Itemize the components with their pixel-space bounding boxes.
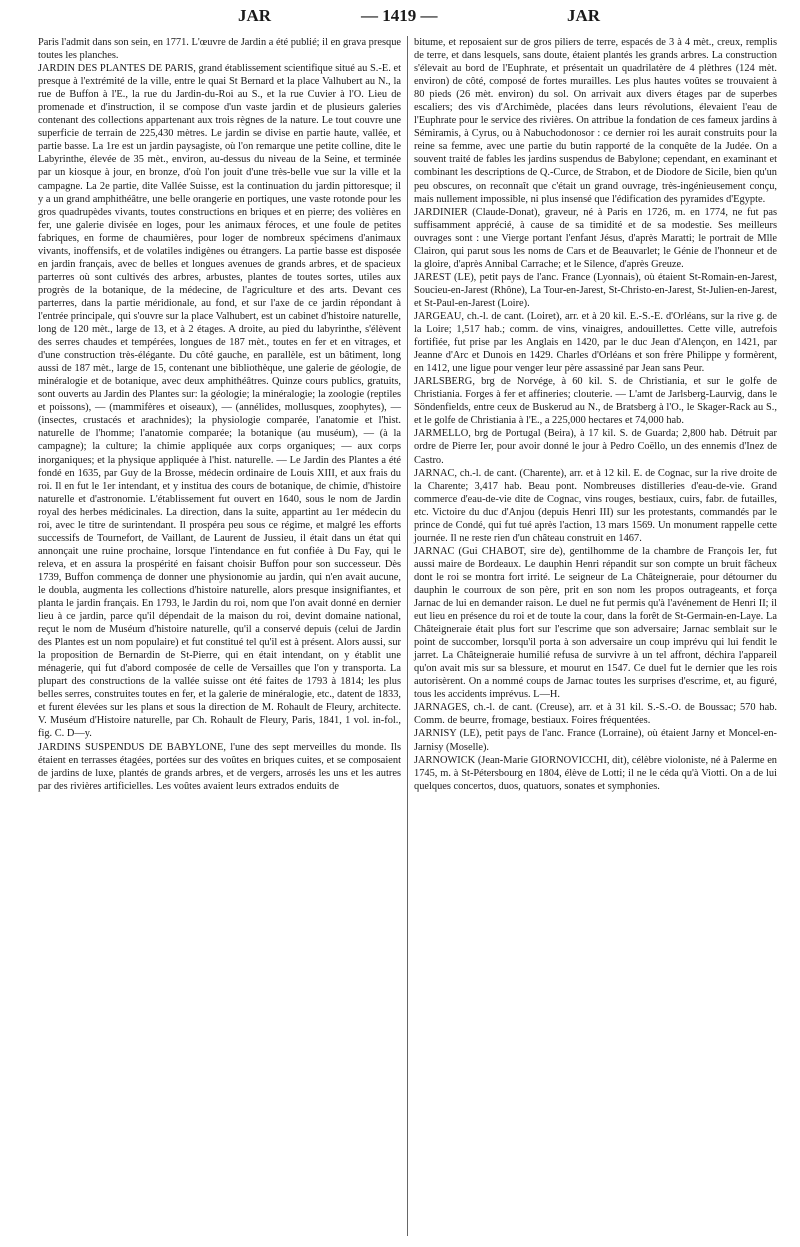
left-column (38, 36, 401, 793)
entry-jardinier: JARDINIER (Claude-Donat), graveur, né à Paris en 1726, m. en 1774, ne fut pas suffisamment apprécié, à cause de sa timidité et de sa modestie. Ses meilleurs ouvrages sont : une Vierge portant l'enfant Jésus, d'après Maratti; le portrait de Mlle Clairon, qui parut sous les noms de Cars et de Beauvarlet; le Génie de l'honneur et de la gloire, d'après Annibal Carrache; et le Silence, d'après Greuze. (414, 206, 777, 270)
entry-jarnac-town: JARNAC, ch.-l. de cant. (Charente), arr. et à 12 kil. E. de Cognac, sur la rive droite de la Charente; 3,417 hab. Beau pont. Nombreuses distilleries d'eau-de-vie. Grand commerce d'eau-de-vie dite de Cognac, vins rouges, bestiaux, cuirs, fabr. de futailles, etc. Victoire du duc d'Anjou (depuis Henri III) sur les protestants, commandés par le prince de Condé, qui fut tué après l'action, 13 mars 1569. Un monument rappelle cette journée. Il ne reste rien d'un château construit en 1467. (414, 467, 777, 544)
entry-jarmello: JARMELLO, brg de Portugal (Beira), à 17 kil. S. de Guarda; 2,800 hab. Détruit par ordre de Pierre Ier, pour avoir donné le jour à Pedro Coëllo, un des ennemis d'Inez de Castro. (414, 428, 777, 466)
page-number: — 1419 — (361, 6, 438, 25)
column-divider (407, 36, 408, 1236)
entry-jarnowick: JARNOWICK (Jean-Marie GIORNOVICCHI, dit), célèbre violoniste, né à Palerme en 1745, m. à St-Pétersbourg en 1804, élève de Lotti; il ne le céda qu'à Viotti. On a de lui quelques concertos, duos, quatuors, sonates et symphonies. (414, 754, 777, 792)
entry-jargeau: JARGEAU, ch.-l. de cant. (Loiret), arr. et à 20 kil. E.-S.-E. d'Orléans, sur la rive g. de la Loire; 1,517 hab.; comm. de vins, vinaigres, andouillettes. Cette ville, autrefois fortifiée, fut prise par les Anglais en 1420, par le duc Jean d'Alençon, en 1421, par Jeanne d'Arc et Dunois en 1429. Charles d'Orléans et son frère Philippe y formèrent, en 1412, une ligue pour venger leur père assassiné par Jean sans Peur. (414, 310, 777, 375)
entry-jarest: JAREST (LE), petit pays de l'anc. France (Lyonnais), où étaient St-Romain-en-Jarest, Soucieu-en-Jarest (Rhône), La Tour-en-Jarest, St-Christo-en-Jarest, St-Julien-en-Jarest, et St-Paul-en-Jarest (Loire). (414, 271, 777, 309)
paragraph: Paris l'admit dans son sein, en 1771. L'œuvre de Jardin a été publié; il en grava presque toutes les planches. (38, 37, 401, 62)
paragraph: bitume, et reposaient sur de gros piliers de terre, espacés de 3 à 4 mèt., creux, remplis de terre, et dans lesquels, sans doute, étaient plantés les grands arbres. La construction s'élevait au bord de l'Euphrate, et présentait un quadrilatère de 4 plèthres (124 mèt. environ) de côté, composé de fortes murailles. Les plus hautes voûtes se trouvaient à 80 pieds (26 mèt. environ) du sol. On arrivait aux divers étages par de superbes escaliers; des vis d'Archimède, placées dans leurs révolutions, élevaient l'eau de l'Euphrate pour le service des rivières. On attribue la fondation de ces fameux jardins à Sémiramis, à Cyrus, ou à Nabuchodonosor : ce dernier roi les aurait construits pour la reine sa femme, avec une partie du butin rapporté de la conquête de la Judée. On a souvent traité de fables les jardins suspendus de Babylone; cependant, en examinant et combinant les descriptions de Q.-Curce, de Strabon, et de Diodore de Sicile, bien qu'un peu obscures, on reconnaît que c'était un grand ouvrage, très-ingénieusement conçu, mais nullement impossible, ni plus insensé que l'édification des pyramides d'Egypte. (414, 37, 777, 205)
header-right-word: JAR (567, 6, 601, 25)
entry-jarnac-gui-chabot: JARNAC (Gui CHABOT, sire de), gentilhomme de la chambre de François Ier, fut aussi maire de Bordeaux. Le dauphin Henri répandit sur son compte un bruit fâcheux dont le roi se montra fort irrité. Le seigneur de La Châteigneraie, pour détourner du dauphin le courroux de son père, prit en son nom les propos outrageants, et força Jarnac de lui en demander raison. Le duel ne fut permis qu'à l'avénement de Henri II; il eut lieu en présence du roi et de toute la cour, dans la forêt de St-Germain-en-Laye. La Châteigneraie était plus fort sur l'escrime que son adversaire; Jarnac semblait sur le point de succomber, lorsqu'il porta à son adversaire un coup imprévu qui lui fendit le jarret. La Châteigneraie humilié refusa de survivre à un tel affront, déchira l'appareil qu'on avait mis sur sa blessure, et mourut en 1547. Ce duel fut le dernier que les rois autorisèrent. On a nommé coups de Jarnac toutes les surprises d'escrime, et, au figuré, tous les accidents imprévus. L—H. (414, 545, 777, 701)
page-header (38, 6, 764, 32)
entry-jardins-suspendus: JARDINS SUSPENDUS DE BABYLONE, l'une des sept merveilles du monde. Ils étaient en terrasses étagées, portées sur des voûtes en briques cuites, et se composaient de jardins de luxe, plantés de grands arbres, et de vergers, arrosés les uns et les autres par des rivières artificielles. Les voûtes avaient leurs extrados enduits de (38, 741, 401, 792)
entry-jardin-des-plantes: JARDIN DES PLANTES DE PARIS, grand établissement scientifique situé au S.-E. et presque à l'extrémité de la ville, entre le quai St Bernard et la place Valhubert au N., la rue de Buffon à l'E., la rue du Jardin-du-Roi au S., et la rue Cuvier à l'O. Lieu de promenade et d'instruction, il se compose d'un vaste jardin et de plusieurs galeries contenant des collections appartenant aux trois règnes de la nature. Le tout couvre une superficie de terrain de 225,430 mètres. Le jardin se divise en partie haute, vallée, et partie basse. La 1re est un jardin paysagiste, où l'on remarque une petite colline, dite le Labyrinthe, élevée de 35 mèt., environ, au-dessus du niveau de la Seine, et terminée par un kiosque à jour, en bronze, d'où l'on jouit d'une très-belle vue sur la ville et la campagne. La 2e partie, dite Vallée Suisse, est la continuation du jardin pittoresque; il y a un grand amphithéâtre, une belle orangerie en portiques, une vaste rotonde pour les gros quadrupèdes vivants, toutes constructions en briques et en pierre; des volières en fer, une galerie divisée en loges, pour les animaux féroces, et une foule de petites fabriques, en forme de chaumières, pour loger de nombreux spécimens d'animaux vivants, inoffensifs, et de volatiles indigènes ou étrangers. La partie basse est disposée en jardin français, avec de belles et longues avenues de grands arbres, et de spacieux parterres où sont cultivés des arbres, arbustes, plantes de toutes sortes, utiles aux progrès de la botanique, de la médecine, de l'agriculture et des arts. Devant ces parterres, dans la partie méridionale, au fond, et sur l'axe de ce jardin répondant à l'entrée principale, qui s'ouvre sur la place Valhubert, est un cabinet d'histoire naturelle, long de 120 mèt., large de 13, et à 2 étages. A droite, au pied du labyrinthe, s'élèvent des serres chaudes et tempérées, longues de 187 mèt., toutes en fer et en vitrages, et d'une construction très-élégante. Du côté gauche, en parallèle, est un bâtiment, long aussi de 187 mèt., large de 15, contenant une bibliothèque, une galerie de géologie, de minéralogie et de botanique, avec deux amphithéâtres. Quinze cours publics, gratuits, sont ouverts au Jardin des Plantes sur: la géologie; la minéralogie; la zoologie (reptiles et poissons), — (mammifères et oiseaux), — (annélides, mollusques, zoophytes), — (insectes, crustacés et arachnides); la physiologie comparée, l'anatomie et l'hist. naturelle de l'homme; l'anatomie comparée; la botanique (au muséum), — (à la campagne); la culture; la chimie appliquée aux corps organiques; — aux corps inorganiques; et la physique appliquée à l'hist. naturelle. — Le Jardin des Plantes a été fondé en 1635, par Guy de la Brosse, médecin ordinaire de Louis XIII, et aux frais du roi. Il en fut le 1er intendant, et y institua des cours de botanique, de chimie, d'histoire naturelle et d'astronomie. L'établissement fut ouvert en 1640, sous le nom de Jardin royal des herbes médicinales. La direction, dans la suite, appartint au 1er médecin du roi, avec le titre de surintendant. Il prospéra peu sous ce régime, et malgré les efforts successifs de Tournefort, de Vaillant, de Laurent de Jussieu, il était dans un état qui annonçait une ruine prochaine, lorsque l'intendance en fut confiée à Du Fay, qui le releva, et en assura la prospérité en faisant choisir Buffon pour son successeur. Dès 1739, Buffon commença de donner une physionomie au jardin, qui n'en avait aucune, le doubla, augmenta les collections d'histoire naturelle, alors presque insignifiantes, et planta le jardin français. En 1793, le Jardin du roi, nom que l'on avait donné en dernier lieu à ce jardin, parce qu'il dépendait de la maison du roi, devint domaine national, reçut le nom de Muséum d'histoire naturelle, qu'il a conservé depuis (celui de Jardin des Plantes est un nom populaire) et fut constitué tel qu'il est à présent. Alors aussi, sur la proposition de Bernardin de St-Pierre, qui en était intendant, on y établit une ménagerie, qui fut d'abord composée de celle de Versailles que l'on y transporta. La plupart des constructions de la vallée suisse ont été faites de 1793 à 1814; les plus belles serres, construites toutes en fer, et la galerie de minéralogie, etc., datent de 1833, et furent élevées sur les plans et sous la direction de M. Rohault de Fleury, architecte. V. Muséum d'Histoire naturelle, par Ch. Rohault de Fleury, Paris, 1841, 1 vol. in-fol., fig. C. D—y. (38, 63, 401, 740)
header-left-word: JAR (238, 6, 272, 25)
right-column (414, 36, 777, 793)
entry-jarlsberg: JARLSBERG, brg de Norvége, à 60 kil. S. de Christiania, et sur le golfe de Christiania. Forges à fer et affineries; clouterie. — L'amt de Jarlsberg-Laurvig, dans le Söndenfields, entre ceux de Buskerud au N., de Bratsberg à l'O., le Skager-Rack au S., et le golfe de Christiania à l'E., a 225,000 hectares et 74,000 hab. (414, 376, 777, 427)
entry-jarnages: JARNAGES, ch.-l. de cant. (Creuse), arr. et à 31 kil. S.-S.-O. de Boussac; 570 hab. Comm. de beurre, fromage, bestiaux. Foires fréquentées. (414, 702, 777, 727)
entry-jarnisy: JARNISY (LE), petit pays de l'anc. France (Lorraine), où étaient Jarny et Moncel-en-Jarnisy (Moselle). (414, 728, 777, 753)
